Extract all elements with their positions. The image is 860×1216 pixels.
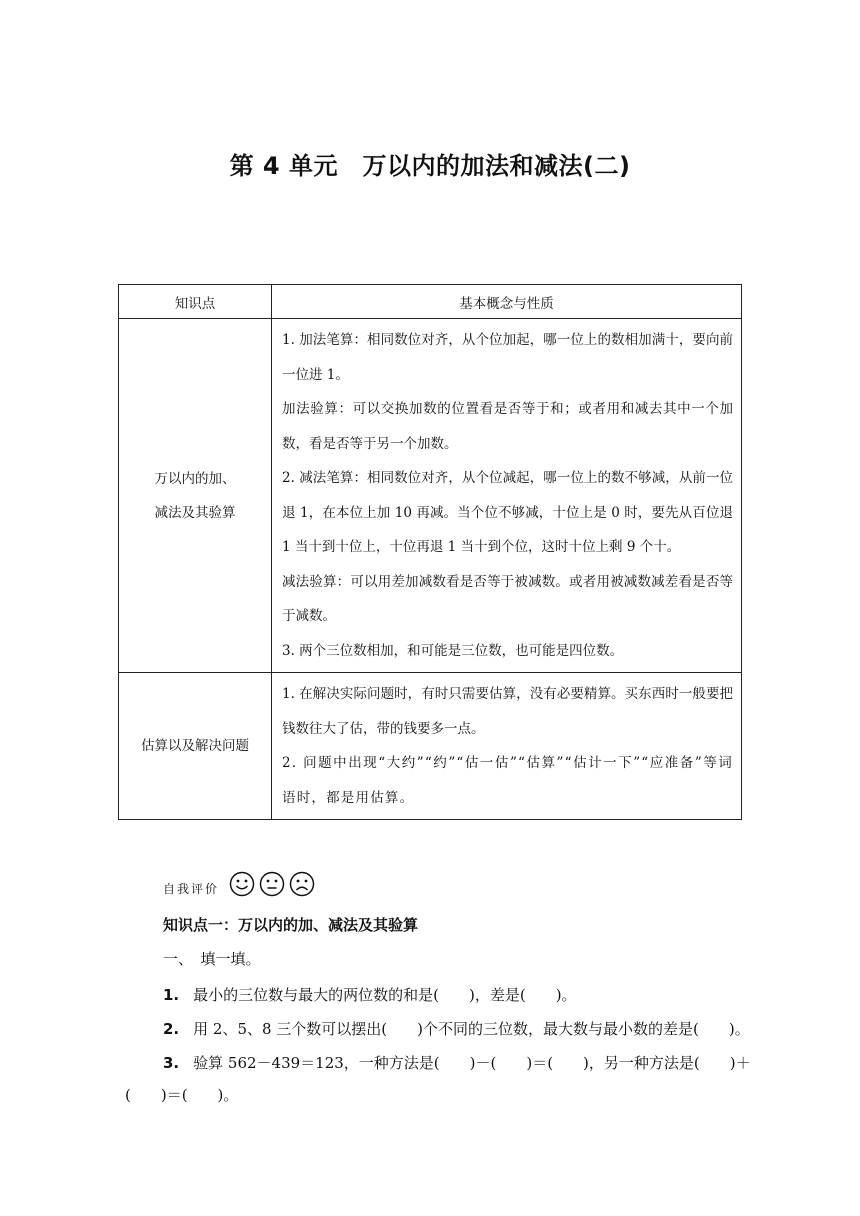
content-paragraph: 加法验算：可以交换加数的位置看是否等于和；或者用和减去其中一个加数，看是否等于另一个加数。 bbox=[282, 401, 733, 452]
header-knowledge-point: 知识点 bbox=[119, 285, 272, 319]
part-heading: 一、 填一填。 bbox=[163, 950, 261, 968]
topic-line: 万以内的加、 bbox=[154, 470, 236, 487]
question-number: 2. bbox=[163, 1020, 180, 1038]
sad-face-icon[interactable] bbox=[289, 871, 315, 897]
question-1 bbox=[163, 984, 577, 1005]
page-title: 第 4 单元 万以内的加法和减法(二) bbox=[229, 152, 631, 180]
topic-cell bbox=[119, 319, 272, 673]
section-title: 知识点一：万以内的加、减法及其验算 bbox=[163, 916, 419, 934]
knowledge-table bbox=[118, 284, 742, 820]
question-number: 1. bbox=[163, 986, 180, 1004]
table-row bbox=[119, 673, 742, 820]
question-text: 验算 562－439＝123，一种方法是( )－( )＝( )，另一种方法是( )＋ bbox=[193, 1054, 751, 1072]
content-paragraph: 2. 减法笔算：相同数位对齐，从个位减起，哪一位上的数不够减，从前一位退 1，在本位上加 10 再减。当个位不够减，十位上是 0 时，要先从百位退 1 当十到十位上，十位再退 1 当十到个位，这时十位上剩 9 个十。 bbox=[282, 470, 733, 555]
topic-cell bbox=[119, 673, 272, 820]
content-paragraph: 减法验算：可以用差加减数看是否等于被减数。或者用被减数减差看是否等于减数。 bbox=[282, 573, 733, 624]
question-2 bbox=[163, 1018, 750, 1039]
topic-line: 减法及其验算 bbox=[154, 504, 236, 521]
question-text: 用 2、5、8 三个数可以摆出( )个不同的三位数，最大数与最小数的差是( )。 bbox=[193, 1020, 750, 1038]
header-concepts: 基本概念与性质 bbox=[272, 285, 742, 319]
question-number: 3. bbox=[163, 1054, 180, 1072]
content-paragraph: 3. 两个三位数相加，和可能是三位数，也可能是四位数。 bbox=[282, 642, 624, 659]
content-paragraph: 1. 加法笔算：相同数位对齐，从个位加起，哪一位上的数相加满十，要向前一位进 1。 bbox=[282, 332, 733, 383]
content-paragraph: 1. 在解决实际问题时，有时只需要估算，没有必要精算。买东西时一般要把钱数往大了估，带的钱要多一点。 bbox=[282, 686, 733, 737]
self-evaluation bbox=[163, 870, 315, 897]
content-paragraph: 2. 问题中出现“大约”“约”“估一估”“估算”“估计一下”“应准备”等词语时，都是用估算。 bbox=[282, 755, 733, 806]
table-header-row bbox=[119, 285, 742, 319]
content-cell bbox=[272, 673, 742, 820]
happy-face-icon[interactable] bbox=[229, 871, 255, 897]
self-eval-label: 自我评价 bbox=[163, 882, 220, 896]
question-text: 最小的三位数与最大的两位数的和是( )，差是( )。 bbox=[193, 986, 577, 1004]
question-3-continuation: ( )＝( )。 bbox=[125, 1086, 239, 1104]
content-cell bbox=[272, 319, 742, 673]
neutral-face-icon[interactable] bbox=[259, 871, 285, 897]
table-row bbox=[119, 319, 742, 673]
topic-line: 估算以及解决问题 bbox=[141, 738, 249, 754]
question-3 bbox=[163, 1052, 751, 1073]
